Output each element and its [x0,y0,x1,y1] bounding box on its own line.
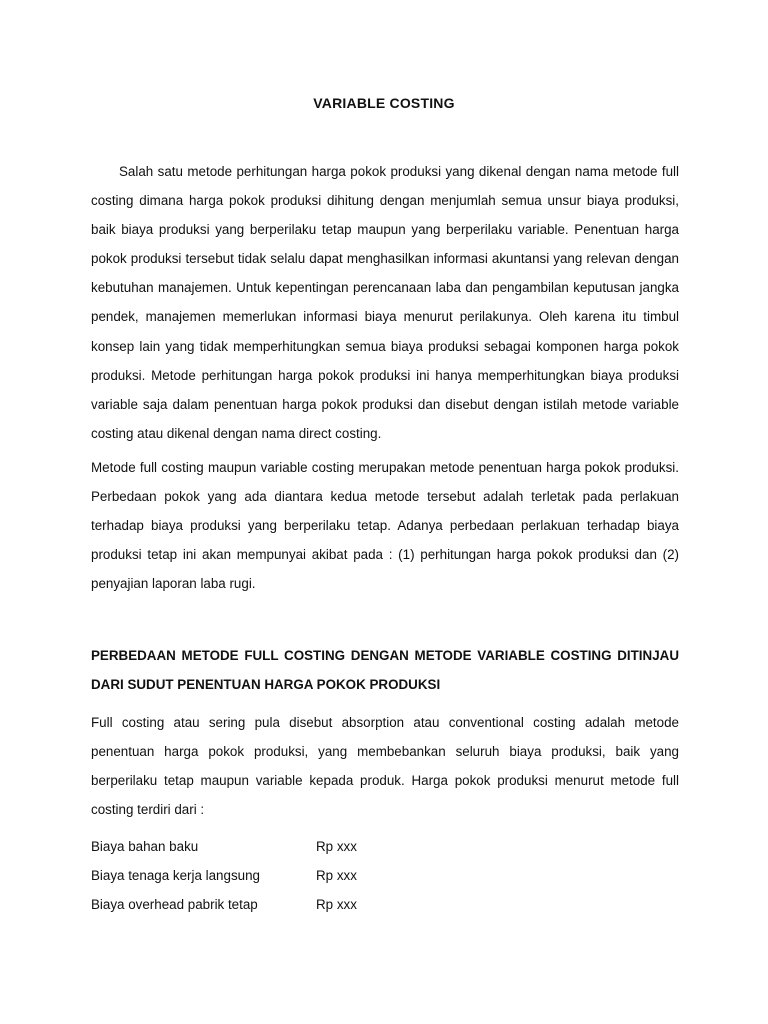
cost-items-list [91,836,491,923]
paragraph-intro: Salah satu metode perhitungan harga pokok produksi yang dikenal dengan nama metode full costing dimana harga pokok produksi dihitung dengan menjumlah semua unsur biaya produksi, baik biaya produksi yang berperilaku tetap maupun yang berperilaku variable. Penentuan harga pokok produksi tersebut tidak selalu dapat menghasilkan informasi akuntansi yang relevan dengan kebutuhan manajemen. Untuk kepentingan perencanaan laba dan pengambilan keputusan jangka pendek, manajemen memerlukan informasi biaya menurut perilakunya. Oleh karena itu timbul konsep lain yang tidak memperhitungkan semua biaya produksi sebagai komponen harga pokok produksi. Metode perhitungan harga pokok produksi ini hanya memperhitungkan biaya produksi variable saja dalam penentuan harga pokok produksi dan disebut dengan istilah metode variable costing atau dikenal dengan nama direct costing. [91,164,679,441]
document-title: VARIABLE COSTING [313,95,455,111]
cost-item-label: Biaya tenaga kerja langsung [91,868,260,883]
cost-item-label: Biaya overhead pabrik tetap [91,897,258,912]
paragraph-full-costing: Full costing atau sering pula disebut absorption atau conventional costing adalah metode penentuan harga pokok produksi, yang membebankan seluruh biaya produksi, baik yang berperilaku tetap maupun variable kepada produk. Harga pokok produksi menurut metode full costing terdiri dari : [91,715,679,818]
cost-item-row [91,865,491,894]
cost-item-value: Rp xxx [316,897,357,912]
paragraph-comparison: Metode full costing maupun variable costing merupakan metode penentuan harga pokok produksi. Perbedaan pokok yang ada diantara kedua metode tersebut adalah terletak pada perlakuan terhadap biaya produksi yang berperilaku tetap. Adanya perbedaan perlakuan terhadap biaya produksi tetap ini akan mempunyai akibat pada : (1) perhitungan harga pokok produksi dan (2) penyajian laporan laba rugi. [91,460,679,592]
cost-item-label: Biaya bahan baku [91,839,199,854]
cost-item-value: Rp xxx [316,868,357,883]
cost-item-row [91,894,491,923]
cost-item-row [91,836,491,865]
cost-item-value: Rp xxx [316,839,357,854]
section-heading: PERBEDAAN METODE FULL COSTING DENGAN METODE VARIABLE COSTING DITINJAU DARI SUDUT PENENTUAN HARGA POKOK PRODUKSI [91,648,679,693]
